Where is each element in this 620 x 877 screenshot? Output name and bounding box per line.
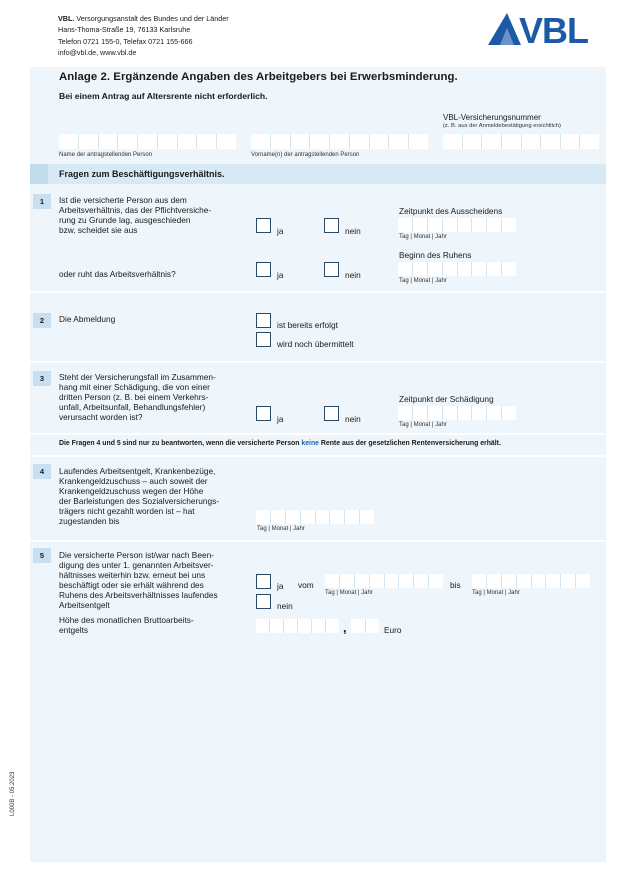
question-number: 2 [33,313,51,328]
org-short: VBL. [58,14,75,23]
org-name: Versorgungsanstalt des Bundes und der Länder [76,14,229,23]
q3-damage-date-input[interactable] [398,406,516,420]
org-contact: info@vbl.de, www.vbl.de [58,48,137,58]
vnr-label: VBL-Versicherungsnummer [443,113,541,122]
question-number: 4 [33,464,51,479]
q3-text: Steht der Versicherungsfall im Zusammen- hang mit einer Schädigung, die von einer dritten Person (z. B. bei einem Verkehrs- unfall, Arbeitsunfall, Behandlungsfehler) verursacht worden ist? [59,372,216,422]
q5-from-date-input[interactable] [325,574,443,588]
q5-no-checkbox[interactable] [256,594,271,609]
no-label: nein [345,414,361,424]
q1-rest-date-label: Beginn des Ruhens [399,250,472,260]
q4-text: Laufendes Arbeitsentgelt, Krankenbezüge, Krankengeldzuschuss – auch soweit der Krankengeldzuschuss wegen der Höhe der Barleistungen des Sozialversicherungs- trägers nicht gezahlt worden ist – hat zugestanden bis [59,466,220,526]
no-label: nein [277,601,293,611]
org-phone: Telefon 0721 155-0, Telefax 0721 155-666 [58,36,193,46]
divider [30,455,606,457]
q2-pending-label: wird noch übermittelt [277,339,354,349]
q5-text: Die versicherte Person ist/war nach Been- digung des unter 1. genannten Arbeitsver- hältnisses weiterhin bzw. erneut bei uns beschäftigt oder sie erhält während des Ruhens des Arbeitsverhältnisses laufendes Arbeitsentgelt [59,550,218,610]
name-label: Name der antragstellenden Person [59,152,153,158]
note-text: Die Fragen 4 und 5 sind nur zu beantworten, wenn die versicherte Person keine Rente aus der gesetzlichen Rentenversicherung erhält. [59,440,501,447]
q1-yes-checkbox[interactable] [256,218,271,233]
date-hint: Tag | Monat | Jahr [399,234,447,240]
question-number: 3 [33,371,51,386]
vnr-hint: (z. B. aus der Anmeldebestätigung ersichtlich) [443,123,561,129]
date-hint: Tag | Monat | Jahr [472,590,520,596]
yes-label: ja [277,270,284,280]
q3-yes-checkbox[interactable] [256,406,271,421]
currency-label: Euro [384,625,402,635]
q5-from-label: vom [298,580,314,590]
divider [30,433,606,435]
q5-gross-amount-input[interactable] [256,619,339,633]
q5-to-label: bis [450,580,461,590]
note-keyword: keine [301,440,319,447]
q1-text: Ist die versicherte Person aus dem Arbeitsverhältnis, das der Pflichtversiche- rung zu Grunde lag, ausgeschieden bzw. scheidet sie aus [59,195,212,235]
yes-label: ja [277,414,284,424]
yes-label: ja [277,581,284,591]
q5-gross-cents-input[interactable] [351,619,379,633]
date-hint: Tag | Monat | Jahr [325,590,373,596]
q5-to-date-input[interactable] [472,574,590,588]
q2-pending-checkbox[interactable] [256,332,271,347]
q1-no-checkbox[interactable] [324,218,339,233]
firstname-input[interactable] [251,134,428,149]
vnr-input[interactable] [443,134,599,149]
divider [30,540,606,542]
q1-rest-no-checkbox[interactable] [324,262,339,277]
divider [30,361,606,363]
q1-rest-date-input[interactable] [398,262,516,276]
date-hint: Tag | Monat | Jahr [257,526,305,532]
sender-address [58,13,229,59]
form-panel [30,67,606,862]
firstname-label: Vorname(n) der antragstellenden Person [251,152,360,158]
no-label: nein [345,226,361,236]
date-hint: Tag | Monat | Jahr [399,278,447,284]
section-title: Fragen zum Beschäftigungsverhältnis. [59,169,225,179]
org-street: Hans-Thoma-Straße 19, 76133 Karlsruhe [58,25,191,35]
q1-date-label: Zeitpunkt des Ausscheidens [399,206,503,216]
q4-until-date-input[interactable] [256,510,374,524]
form-id: L000B - 05.2023 [10,771,16,816]
q5-gross-label: Höhe des monatlichen Bruttoarbeits- entgelts [59,615,194,635]
q3-no-checkbox[interactable] [324,406,339,421]
no-label: nein [345,270,361,280]
q3-date-label: Zeitpunkt der Schädigung [399,394,494,404]
question-number: 5 [33,548,51,563]
name-input[interactable] [59,134,236,149]
question-number: 1 [33,194,51,209]
q1-exit-date-input[interactable] [398,218,516,232]
q5-yes-checkbox[interactable] [256,574,271,589]
vbl-logo [488,12,606,46]
q1-sub-text: oder ruht das Arbeitsverhältnis? [59,269,176,279]
logo-text: VBL [519,12,588,46]
form-subtitle: Bei einem Antrag auf Altersrente nicht erforderlich. [59,91,268,101]
form-title: Anlage 2. Ergänzende Angaben des Arbeitgebers bei Erwerbsminderung. [59,71,458,83]
date-hint: Tag | Monat | Jahr [399,422,447,428]
decimal-comma: , [343,620,347,635]
q2-done-label: ist bereits erfolgt [277,320,338,330]
q2-text: Die Abmeldung [59,314,116,324]
q2-done-checkbox[interactable] [256,313,271,328]
yes-label: ja [277,226,284,236]
q1-rest-yes-checkbox[interactable] [256,262,271,277]
divider [30,291,606,293]
